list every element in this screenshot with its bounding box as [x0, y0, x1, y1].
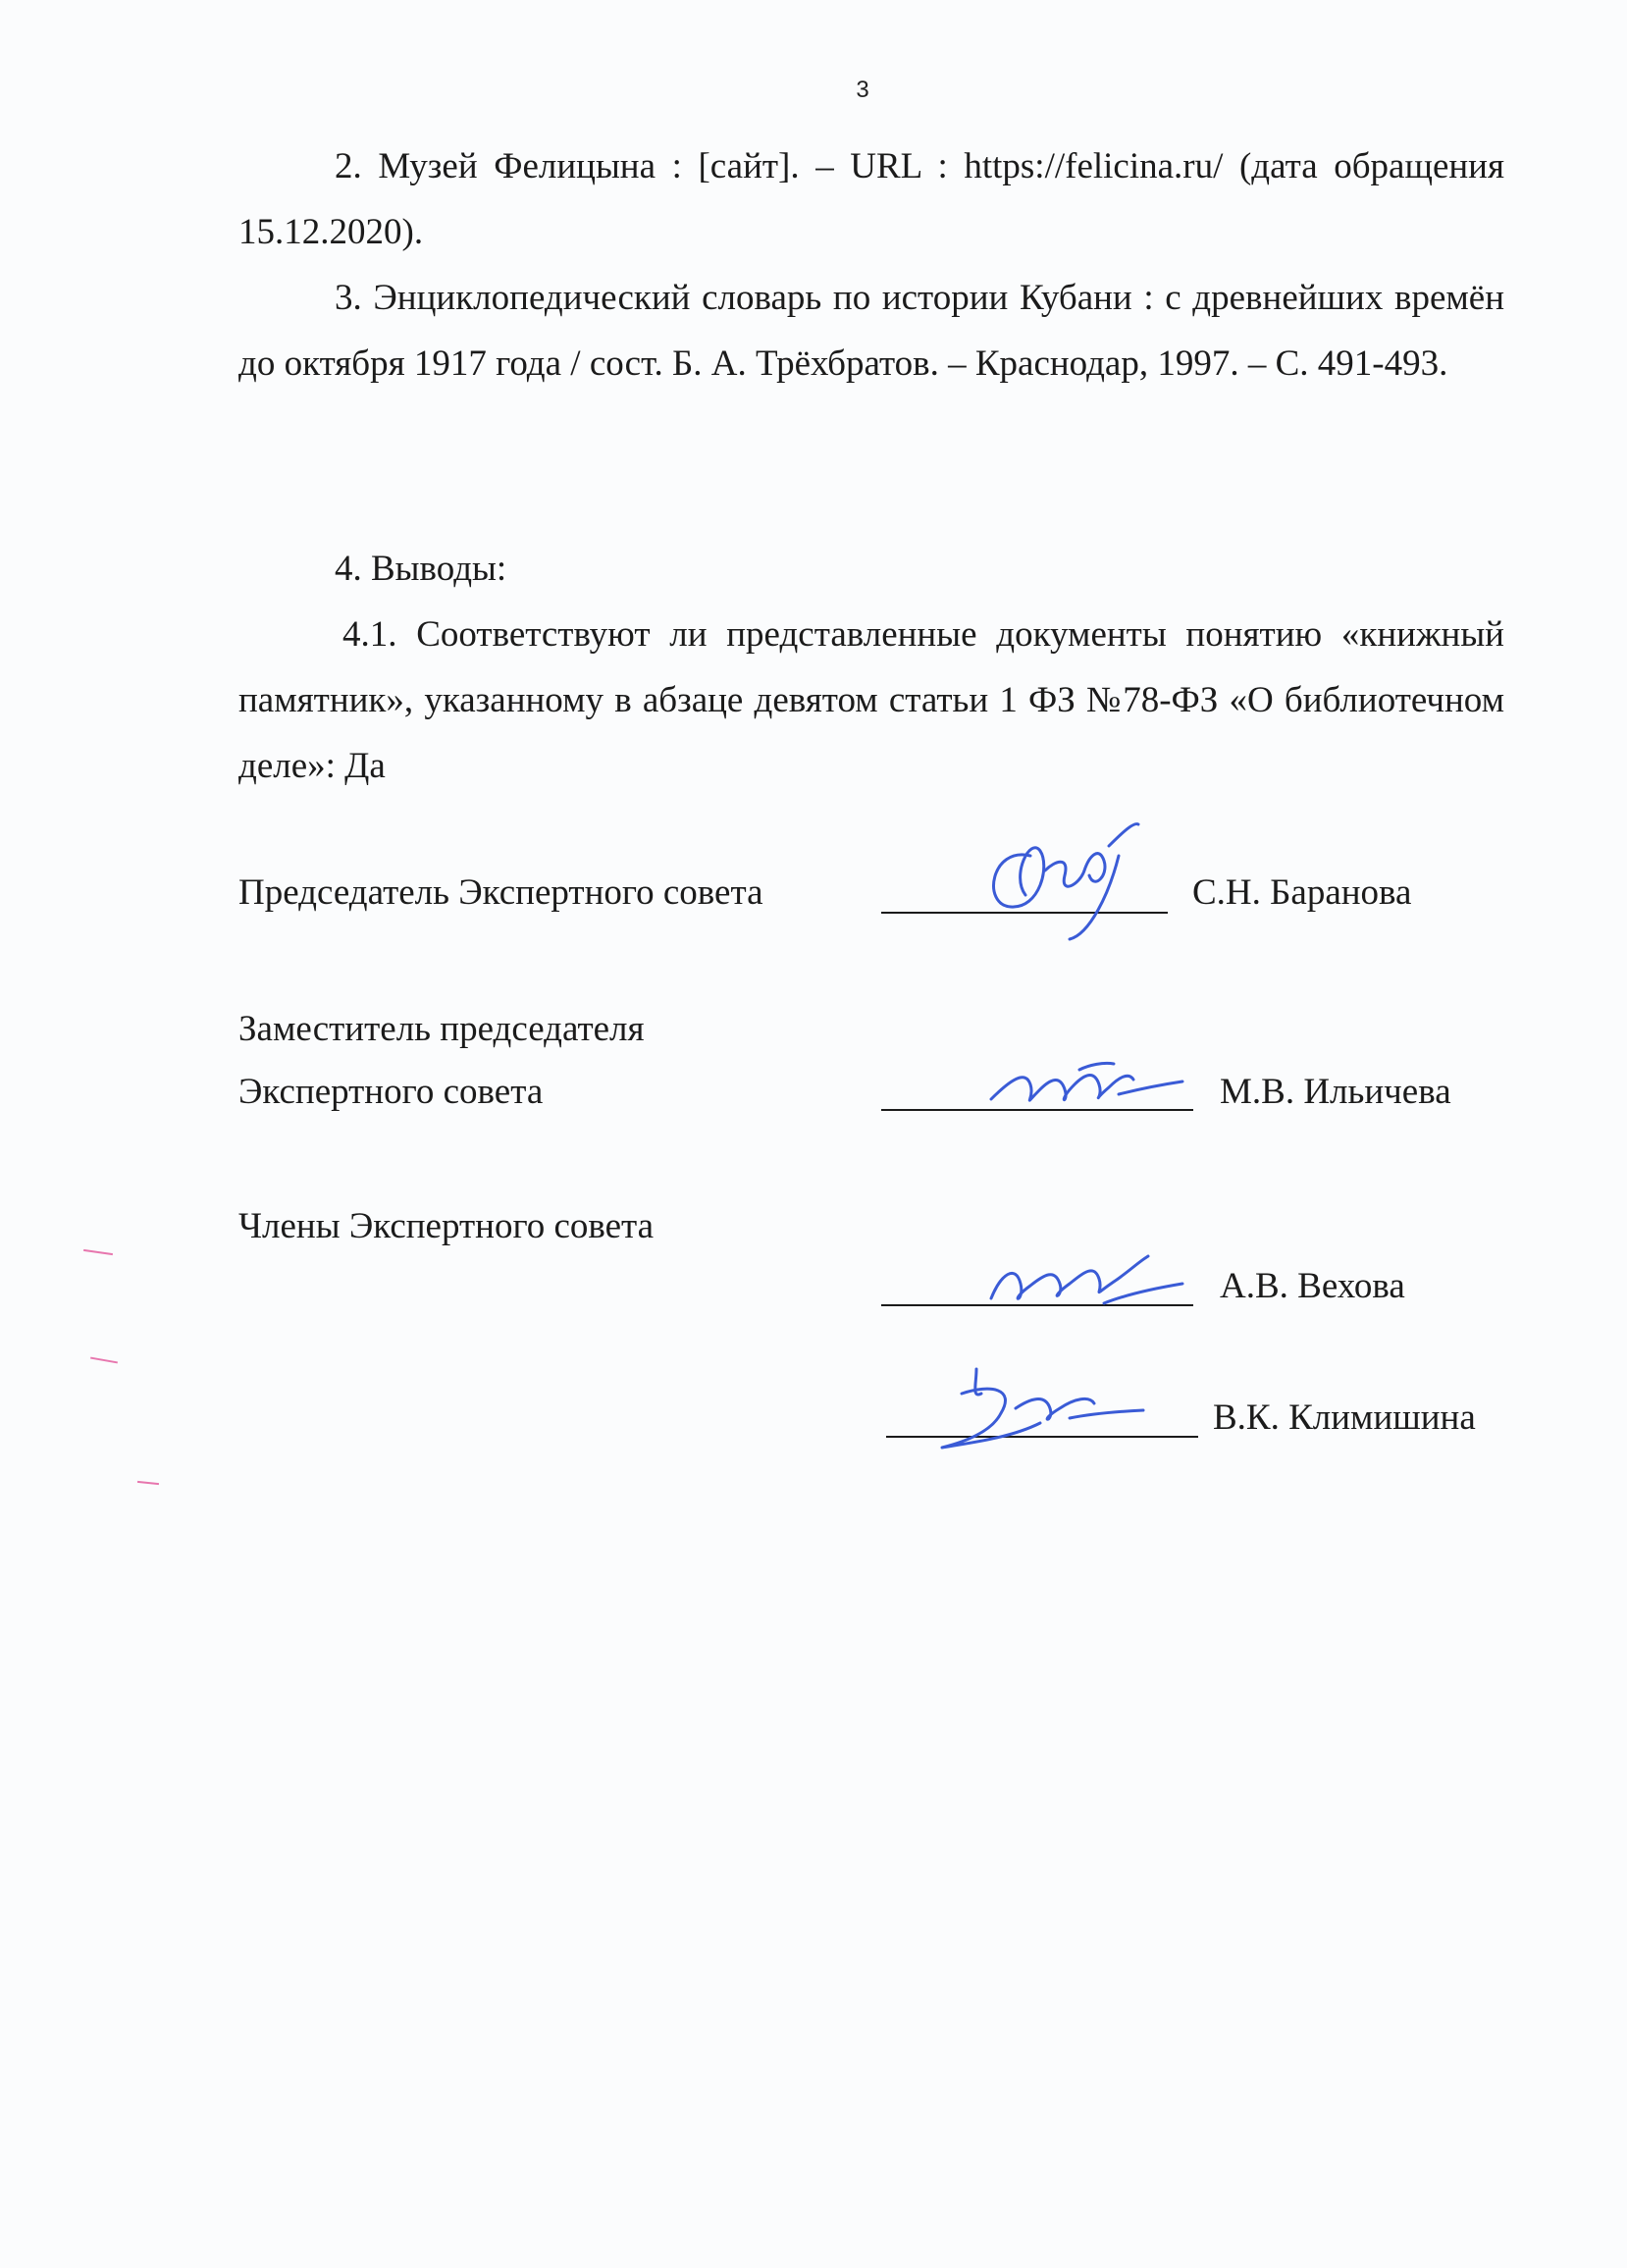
margin-mark	[90, 1357, 118, 1364]
page-number: 3	[856, 77, 869, 103]
member-1-signature	[976, 1244, 1192, 1323]
members-title: Члены Экспертного совета	[238, 1206, 655, 1246]
chair-name: С.Н. Баранова	[1192, 872, 1412, 913]
chair-signature	[971, 817, 1158, 954]
deputy-title-line2: Экспертного совета	[238, 1072, 544, 1112]
member-2-signature	[922, 1354, 1148, 1462]
reference-3	[238, 265, 1504, 396]
conclusions-section	[238, 536, 1504, 799]
member-2-name: В.К. Климишина	[1213, 1398, 1476, 1438]
reference-text: 3. Энциклопедический словарь по истории Кубани : с древнейших времён до октября 1917 года / сост. Б. А. Трёхбратов. – Краснодар, 1997. – С. 491-493.	[238, 278, 1504, 384]
chair-title: Председатель Экспертного совета	[238, 872, 763, 913]
margin-mark	[83, 1249, 113, 1255]
member-1-name: А.В. Вехова	[1220, 1266, 1405, 1306]
deputy-signature	[981, 1050, 1187, 1129]
deputy-name: М.В. Ильичева	[1220, 1072, 1451, 1112]
reference-2	[238, 133, 1504, 265]
deputy-title-line1: Заместитель председателя	[238, 1009, 645, 1049]
reference-text: 2. Музей Фелицына : [сайт]. – URL : https://felicina.ru/ (дата обращения 15.12.2020).	[238, 146, 1504, 252]
margin-mark	[137, 1481, 159, 1485]
conclusion-item-4-1: 4.1. Соответствуют ли представленные документы понятию «книжный памятник», указанному в абзаце девятом статьи 1 ФЗ №78-ФЗ «О библиотечном деле»: Да	[238, 614, 1504, 786]
conclusions-heading: 4. Выводы:	[335, 549, 507, 589]
